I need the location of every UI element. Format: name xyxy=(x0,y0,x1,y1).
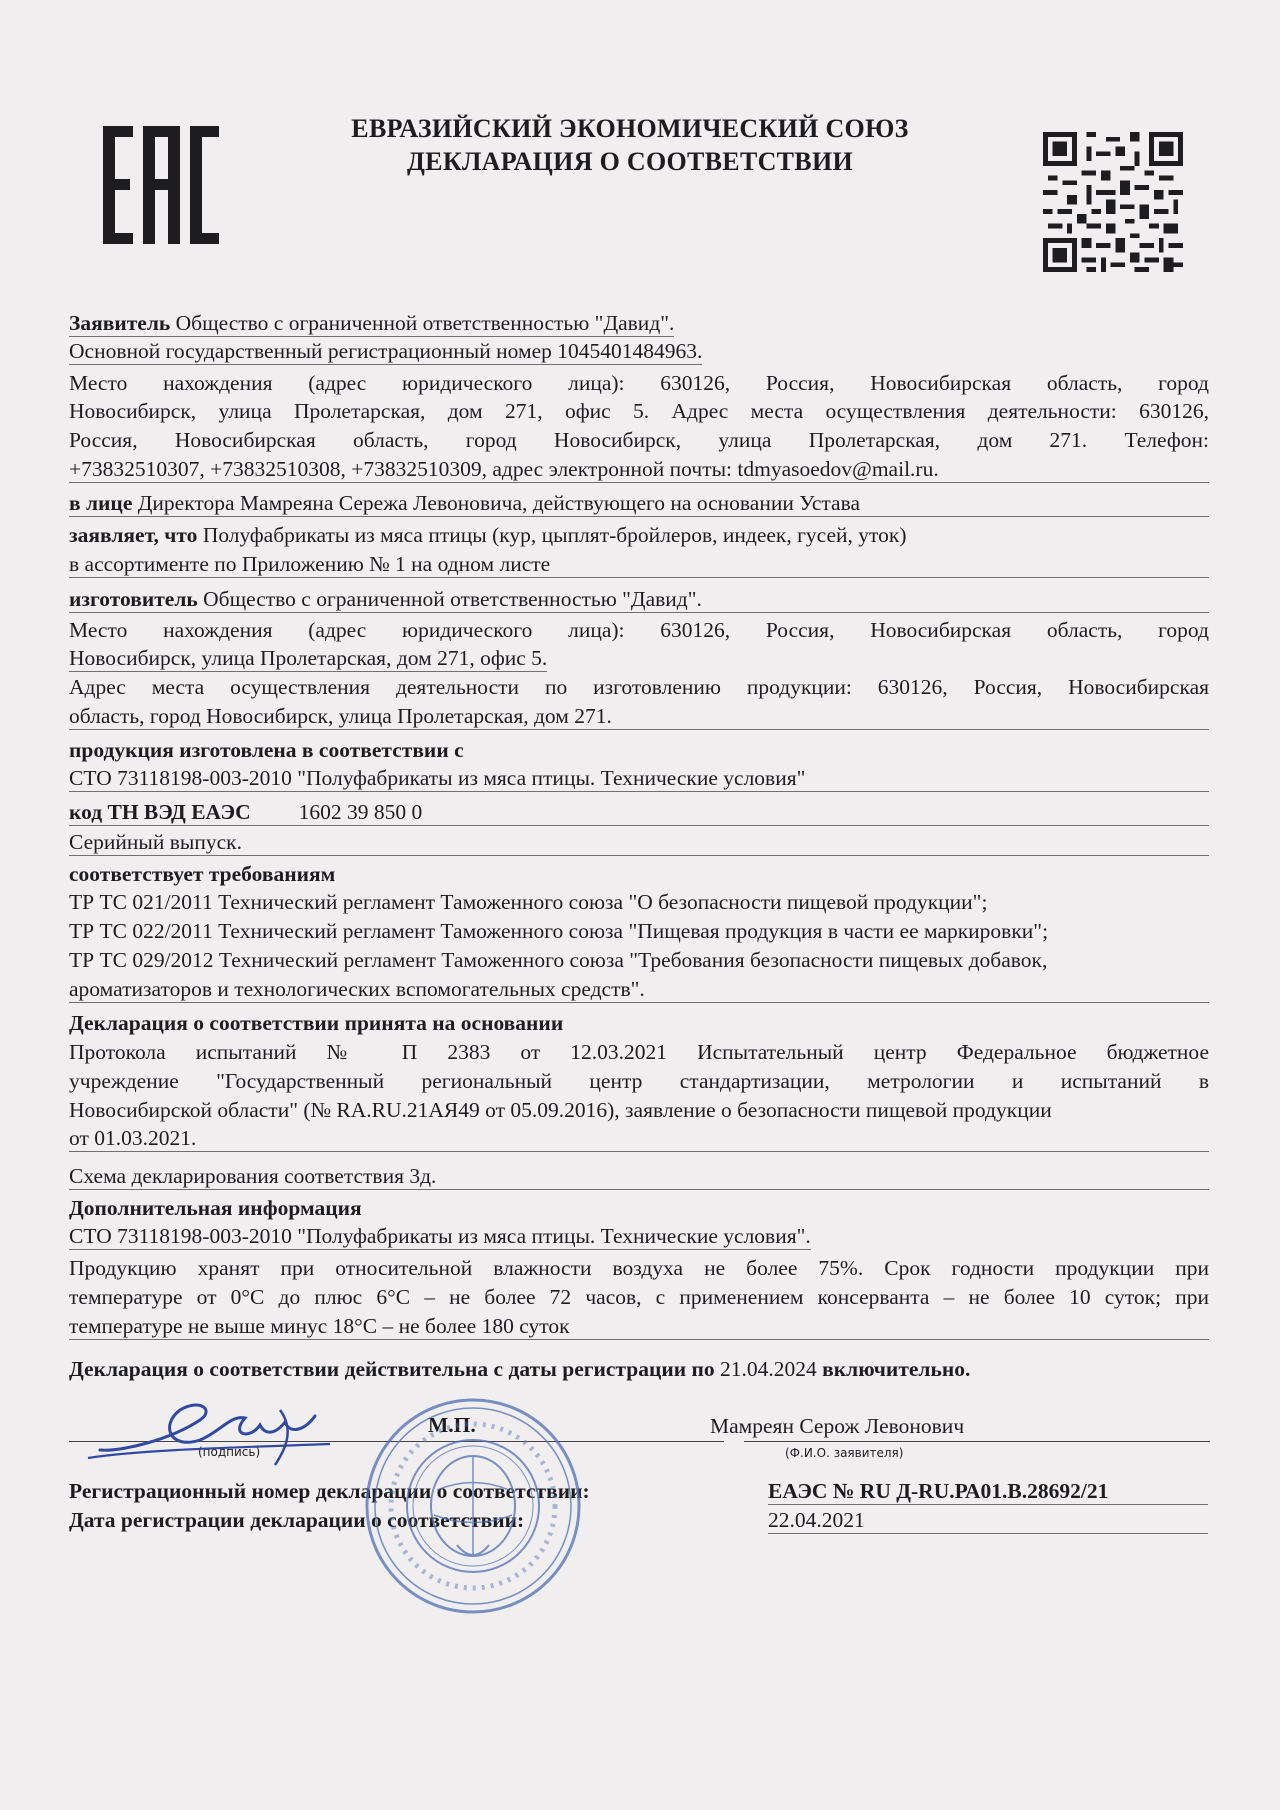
represented-label: в лице xyxy=(69,491,133,515)
applicant-fio: Мамреян Серож Левонович xyxy=(710,1414,965,1438)
signature-caption: (подпись) xyxy=(198,1445,261,1459)
validity-prefix: Декларация о соответствии действительна с даты регистрации по xyxy=(69,1357,721,1381)
validity-suffix: включительно. xyxy=(816,1357,971,1381)
applicant-ogrn: Основной государственный регистрационный номер 1045401484963. xyxy=(69,339,703,363)
represented-text: Директора Мамреяна Сережа Левоновича, действующего на основании Устава xyxy=(132,491,861,515)
additional-info-line: температуре от 0°С до плюс 6°С – не более 72 часов, с применением консерванта – не более 10 суток; при xyxy=(69,1285,1209,1309)
serial-release: Серийный выпуск. xyxy=(69,829,1209,856)
requirement-item: ароматизаторов и технологических вспомогательных средств". xyxy=(69,976,1209,1003)
product-assortment: в ассортименте по Приложению № 1 на одном листе xyxy=(69,551,1209,578)
manufacturer-label: изготовитель xyxy=(69,587,198,611)
basis-line: от 01.03.2021. xyxy=(69,1125,1209,1152)
declaration-scheme: Схема декларирования соответствия 3д. xyxy=(69,1163,1209,1190)
represented-line xyxy=(69,490,1209,517)
manufacturer-name: Общество с ограниченной ответственностью "Давид". xyxy=(197,587,702,611)
document-header xyxy=(300,112,960,178)
product-standard: СТО 73118198-003-2010 "Полуфабрикаты из мяса птицы. Технические условия" xyxy=(69,765,1209,792)
applicant-address-line: Новосибирск, улица Пролетарская, дом 271, офис 5. Адрес места осуществления деятельности: 630126, xyxy=(69,399,1209,423)
handwritten-signature xyxy=(80,1380,330,1470)
basis-line: Протокола испытаний № П 2383 от 12.03.2021 Испытательный центр Федеральное бюджетное xyxy=(69,1040,1209,1064)
tn-ved-code-line xyxy=(69,799,1209,826)
registration-date-value xyxy=(768,1508,1208,1534)
additional-info-line: Продукцию хранят при относительной влажности воздуха не более 75%. Срок годности продукции при xyxy=(69,1256,1209,1280)
manufacturer-line xyxy=(69,586,1209,613)
registration-number-value xyxy=(768,1479,1208,1505)
applicant-address-line: Место нахождения (адрес юридического лица): 630126, Россия, Новосибирская область, город xyxy=(69,371,1209,395)
seal-place-label: М.П. xyxy=(428,1413,476,1437)
additional-info-line: температуре не выше минус 18°С – не более 180 суток xyxy=(69,1313,1209,1340)
basis-line: Новосибирской области" (№ RA.RU.21АЯ49 от 05.09.2016), заявление о безопасности пищевой продукции xyxy=(69,1098,1052,1122)
applicant-name: Общество с ограниченной ответственностью "Давид". xyxy=(170,311,675,335)
applicant-address-line: +73832510307, +73832510308, +73832510309, адрес электронной почты: tdmyasoedov@mail.ru. xyxy=(69,456,1209,483)
requirements-label: соответствует требованиям xyxy=(69,862,336,886)
product-name: Полуфабрикаты из мяса птицы (кур, цыплят-бройлеров, индеек, гусей, уток) xyxy=(197,523,907,547)
official-stamp xyxy=(362,1395,584,1617)
production-address-line: область, город Новосибирск, улица Пролетарская, дом 271. xyxy=(69,703,1209,730)
declares-label: заявляет, что xyxy=(69,523,198,547)
qr-code[interactable] xyxy=(1043,132,1183,272)
made-according-label: продукция изготовлена в соответствии с xyxy=(69,738,464,762)
manufacturer-address-line: Место нахождения (адрес юридического лица): 630126, Россия, Новосибирская область, город xyxy=(69,618,1209,642)
requirement-item: ТР ТС 021/2011 Технический регламент Таможенного союза "О безопасности пищевой продукции"; xyxy=(69,890,988,914)
eac-logo xyxy=(103,126,219,244)
production-address-line: Адрес места осуществления деятельности по изготовлению продукции: 630126, Россия, Новосибирская xyxy=(69,675,1209,699)
union-title: ЕВРАЗИЙСКИЙ ЭКОНОМИЧЕСКИЙ СОЮЗ xyxy=(351,114,909,143)
requirement-item: ТР ТС 029/2012 Технический регламент Таможенного союза "Требования безопасности пищевых добавок, xyxy=(69,948,1048,972)
applicant-label: Заявитель xyxy=(69,311,171,335)
basis-label: Декларация о соответствии принята на основании xyxy=(69,1011,564,1035)
registration-number-label: Регистрационный номер декларации о соответствии: xyxy=(69,1479,590,1503)
fio-line xyxy=(744,1441,1210,1442)
registration-date-text: 22.04.2021 xyxy=(768,1508,865,1532)
requirement-item: ТР ТС 022/2011 Технический регламент Таможенного союза "Пищевая продукция в части ее маркировки"; xyxy=(69,919,1049,943)
validity-line xyxy=(69,1356,1209,1382)
applicant-address-line: Россия, Новосибирская область, город Новосибирск, улица Пролетарская, дом 271. Телефон: xyxy=(69,428,1209,452)
registration-date-label: Дата регистрации декларации о соответствии: xyxy=(69,1508,525,1532)
tn-ved-value: 1602 39 850 0 xyxy=(298,800,423,824)
additional-info-line: СТО 73118198-003-2010 "Полуфабрикаты из мяса птицы. Технические условия". xyxy=(69,1224,811,1248)
manufacturer-address-line: Новосибирск, улица Пролетарская, дом 271, офис 5. xyxy=(69,646,548,670)
basis-line: учреждение "Государственный региональный центр стандартизации, метрологии и испытаний в xyxy=(69,1069,1209,1093)
declares-line xyxy=(69,522,1209,548)
tn-ved-label: код ТН ВЭД ЕАЭС xyxy=(69,800,251,824)
applicant-line xyxy=(69,310,674,337)
declaration-title: ДЕКЛАРАЦИЯ О СООТВЕТСТВИИ xyxy=(406,147,853,176)
registration-number-text: ЕАЭС № RU Д-RU.РА01.В.28692/21 xyxy=(768,1479,1109,1503)
validity-date: 21.04.2024 xyxy=(720,1357,817,1381)
additional-info-label: Дополнительная информация xyxy=(69,1196,362,1220)
fio-caption: (Ф.И.О. заявителя) xyxy=(785,1446,904,1460)
